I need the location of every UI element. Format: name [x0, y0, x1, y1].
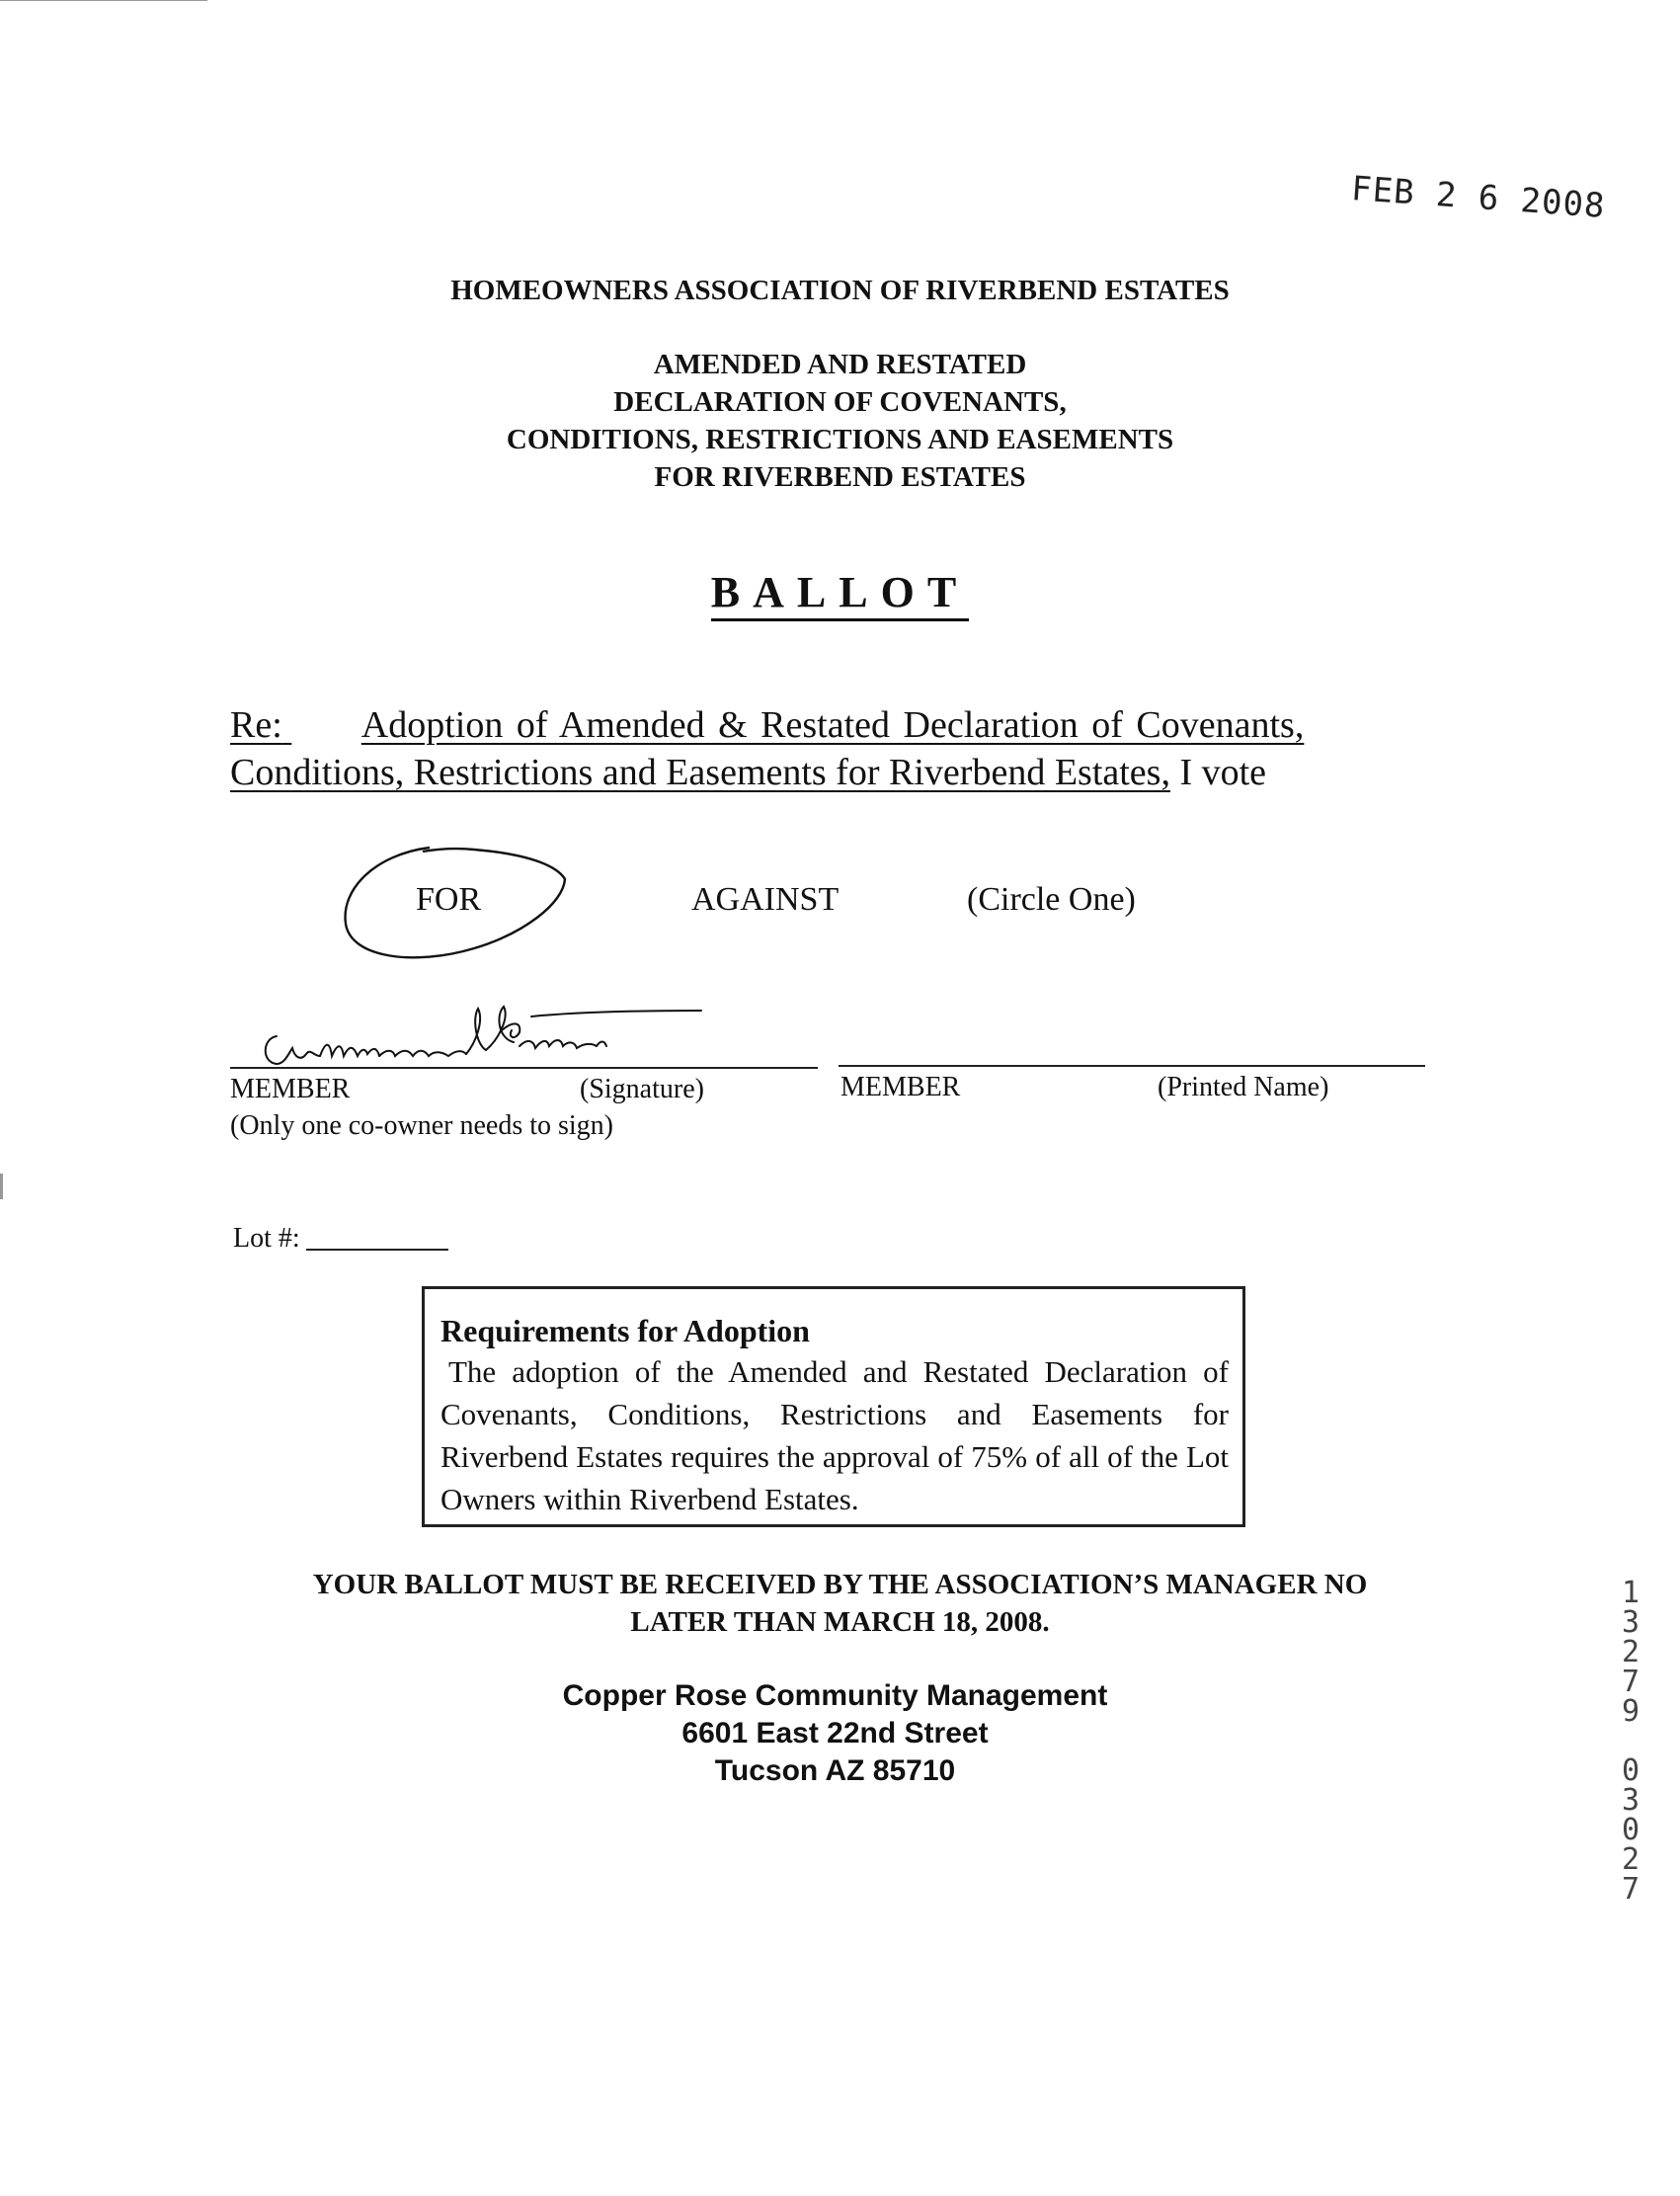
document-number	[1616, 1576, 1645, 1907]
re-prefix: Re:	[230, 704, 282, 746]
re-statement	[230, 701, 1445, 796]
requirements-title: Requirements for Adoption	[440, 1313, 810, 1348]
re-line-2-tail: I vote	[1169, 752, 1267, 793]
doc-digit: 7	[1621, 1665, 1640, 1699]
doc-digit: 3	[1621, 1605, 1640, 1640]
co-owner-note: (Only one co-owner needs to sign)	[230, 1110, 614, 1141]
doc-digit: 2	[1621, 1842, 1640, 1877]
declaration-line: AMENDED AND RESTATED	[653, 349, 1027, 380]
member-signature	[255, 991, 759, 1072]
declaration-line: FOR RIVERBEND ESTATES	[654, 461, 1026, 493]
doc-digit: 0	[1621, 1753, 1640, 1788]
declaration-title	[0, 346, 1680, 496]
lot-number-label: Lot #:	[233, 1223, 300, 1254]
re-line-1	[230, 701, 1445, 749]
doc-digit: 2	[1621, 1635, 1640, 1669]
ballot-title-text: BALLOT	[711, 568, 969, 621]
re-line-2	[230, 749, 1445, 796]
re-line-1-text: Adoption of Amended & Restated Declaration of Covenants,	[360, 704, 1305, 746]
doc-digit: 1	[1621, 1576, 1640, 1610]
vote-option-against[interactable]: AGAINST	[691, 881, 840, 918]
vote-instruction: (Circle One)	[967, 881, 1136, 918]
requirements-body: The adoption of the Amended and Restated Declaration of Covenants, Conditions, Restrictions and Easements for Riverbend Estates requires the approval of 75% of all of the Lot Owners within Riverbend Estates.	[440, 1354, 1229, 1516]
doc-digit: 7	[1621, 1872, 1640, 1907]
ballot-title	[0, 567, 1680, 617]
printed-name-type-label: (Printed Name)	[1158, 1072, 1329, 1102]
lot-number-line	[306, 1249, 448, 1251]
signature-member-label: MEMBER	[230, 1074, 351, 1104]
scan-edge-left	[0, 1174, 3, 1199]
doc-digit-gap	[1616, 1727, 1645, 1756]
doc-digit: 0	[1621, 1813, 1640, 1847]
manager-name: Copper Rose Community Management	[562, 1679, 1108, 1712]
deadline-notice	[0, 1566, 1680, 1641]
declaration-line: DECLARATION OF COVENANTS,	[613, 386, 1067, 418]
received-date-stamp: FEB 2 6 2008	[1349, 169, 1607, 226]
printed-name-line	[839, 1065, 1425, 1067]
signature-type-label: (Signature)	[580, 1074, 704, 1104]
re-line-2-text: Conditions, Restrictions and Easements for Riverbend Estates,	[230, 752, 1170, 793]
declaration-line: CONDITIONS, RESTRICTIONS AND EASEMENTS	[506, 424, 1174, 455]
manager-address	[0, 1677, 1675, 1790]
scan-edge-top	[0, 0, 207, 1]
deadline-line-1: YOUR BALLOT MUST BE RECEIVED BY THE ASSOCIATION’S MANAGER NO	[312, 1569, 1368, 1600]
association-name: HOMEOWNERS ASSOCIATION OF RIVERBEND ESTATES	[450, 275, 1230, 306]
vote-option-for[interactable]: FOR	[416, 881, 482, 918]
manager-city: Tucson AZ 85710	[714, 1754, 956, 1787]
deadline-line-2: LATER THAN MARCH 18, 2008.	[630, 1606, 1050, 1638]
requirements-box	[422, 1286, 1245, 1527]
manager-street: 6601 East 22nd Street	[681, 1717, 989, 1749]
signature-line	[230, 1067, 818, 1069]
doc-digit: 3	[1621, 1783, 1640, 1818]
doc-digit: 9	[1621, 1694, 1640, 1729]
re-gap	[282, 701, 361, 749]
printed-member-label: MEMBER	[840, 1072, 961, 1102]
